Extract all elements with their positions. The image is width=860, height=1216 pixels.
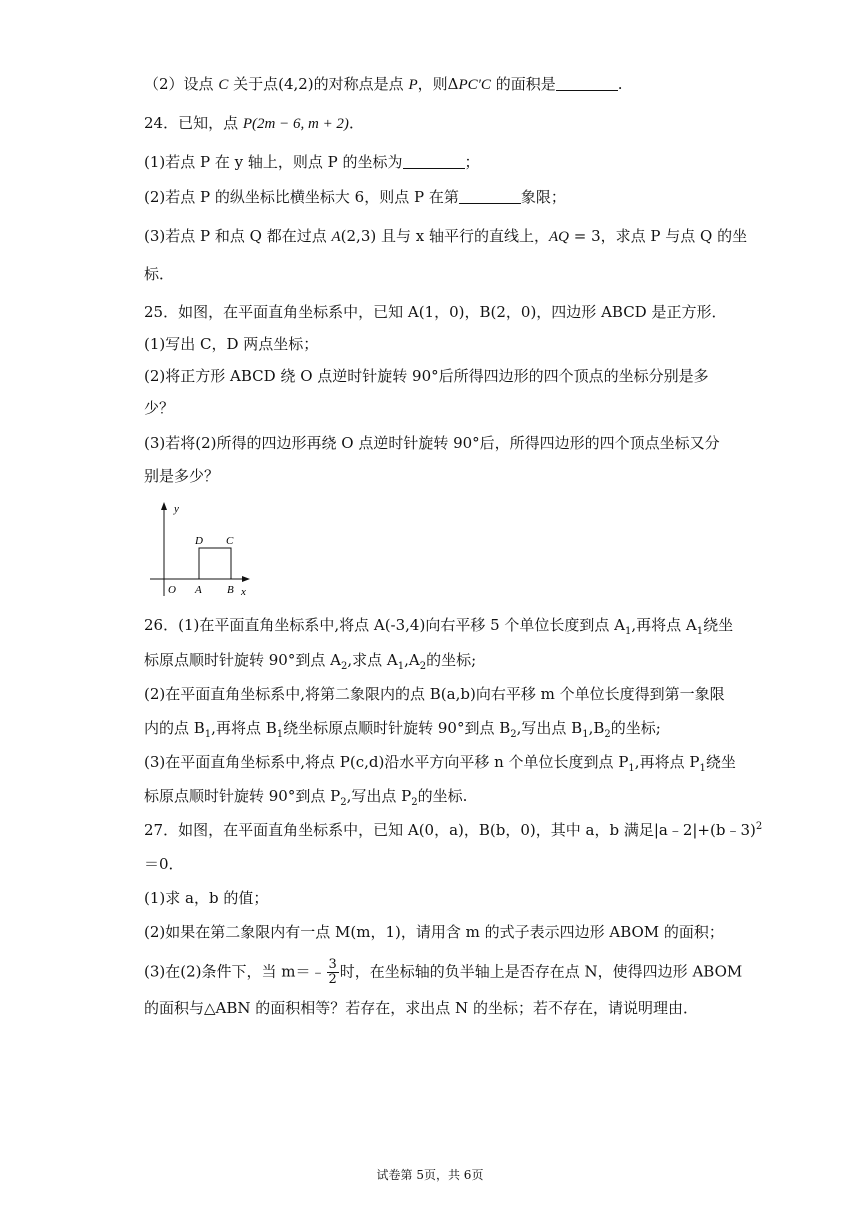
- q25-stem: 25．如图，在平面直角坐标系中，已知 A(1，0)，B(2，0)，四边形 ABCD 是正方形．: [144, 303, 727, 321]
- text: 的坐标;: [426, 651, 477, 669]
- q24-part3: [144, 226, 747, 247]
- subscript: 2: [419, 661, 427, 672]
- q25-coordinate-figure: [146, 500, 258, 600]
- text: 标原点顺时针旋转 90°到点 P: [144, 787, 341, 805]
- text: ，求点 P 与点 Q 的坐: [600, 227, 748, 245]
- superscript: 2: [755, 821, 763, 832]
- answer-blank: [459, 188, 521, 204]
- origin-label: O: [168, 584, 176, 596]
- text: (2,3): [340, 227, 377, 245]
- point-c-label: C: [226, 535, 234, 547]
- q25-part2: (2)将正方形 ABCD 绕 O 点逆时针旋转 90°后所得四边形的四个顶点的坐标分别是多: [144, 367, 709, 385]
- text: ,A: [404, 651, 420, 669]
- subscript: 2: [340, 661, 348, 672]
- text: ,再将点 P: [634, 753, 700, 771]
- subscript: 2: [411, 797, 418, 808]
- subscript: 1: [696, 626, 704, 637]
- q27-stem: [144, 820, 762, 840]
- page-footer: 试卷第 5页，共 6页: [376, 1168, 484, 1182]
- text: ,写出点 P: [346, 787, 412, 805]
- text: ,写出点 B: [516, 719, 583, 737]
- q26-part3-cont: [144, 786, 467, 806]
- text: ，则Δ: [417, 75, 459, 93]
- square-abcd: [199, 548, 231, 579]
- q27-part2: (2)如果在第二象限内有一点 M(m，1)，请用含 m 的式子表示四边形 ABOM 的面积；: [144, 923, 724, 941]
- text: 27．如图，在平面直角坐标系中，已知 A(0，a)，B(b，0)，其中 a，b 满足|a﹣2|+(b﹣3): [144, 821, 756, 839]
- text: (3)在平面直角坐标系中,将点 P(c,d)沿水平方向平移 n 个单位长度到点 P: [144, 753, 629, 771]
- text: 26．(1)在平面直角坐标系中,将点 A(-3,4)向右平移 5 个单位长度到点 A: [144, 616, 626, 634]
- text: P: [242, 116, 253, 132]
- text: 内的点 B: [144, 719, 205, 737]
- q24-part2: [144, 187, 566, 207]
- subscript: 1: [628, 763, 635, 774]
- text: PC′C: [458, 77, 491, 93]
- text: 绕坐标原点顺时针旋转 90°到点 B: [283, 719, 511, 737]
- q27-stem-cont: ＝0．: [144, 855, 184, 873]
- q26-part2-cont: [144, 718, 661, 738]
- q27-part3-cont: 的面积与△ABN 的面积相等？若存在，求出点 N 的坐标；若不存在，请说明理由．: [144, 999, 698, 1017]
- q23-part2: [144, 74, 622, 95]
- q26-part1-cont: [144, 650, 476, 670]
- subscript: 1: [582, 729, 589, 740]
- q26-part3: [144, 752, 736, 772]
- q26-part2: (2)在平面直角坐标系中,将第二象限内的点 B(a,b)向右平移 m 个单位长度得到第一象限: [144, 685, 725, 703]
- x-axis-label: x: [241, 586, 246, 598]
- subscript: 1: [397, 661, 405, 672]
- text: ,B: [588, 719, 605, 737]
- subscript: 2: [340, 797, 347, 808]
- subscript: 1: [276, 729, 284, 740]
- q25-part2-cont: 少？: [144, 399, 175, 417]
- text: (2m − 6, m + 2): [252, 116, 349, 132]
- fraction: [327, 958, 339, 987]
- text: (3)若点 P 和点 Q 都在过点: [144, 227, 332, 245]
- x-axis-arrow: [242, 576, 250, 582]
- text: 绕坐: [703, 616, 734, 634]
- text: 且与 x 轴平行的直线上，: [376, 227, 549, 245]
- fraction-denominator: 2: [328, 972, 337, 987]
- text: ,再将点 B: [211, 719, 277, 737]
- point-a-label: A: [195, 584, 202, 596]
- text: = 3: [568, 227, 601, 245]
- text: (1)若点 P 在 y 轴上，则点 P 的坐标为: [144, 153, 403, 171]
- answer-blank: [556, 75, 618, 91]
- q24-part1: [144, 152, 480, 172]
- text: P: [408, 77, 418, 93]
- q24-stem: [144, 113, 364, 134]
- text: .: [617, 75, 623, 93]
- q25-part3: (3)若将(2)所得的四边形再绕 O 点逆时针旋转 90°后，所得四边形的四个顶点坐标又分: [144, 434, 720, 452]
- subscript: 2: [604, 729, 611, 740]
- text: 24．已知，点: [144, 114, 243, 132]
- answer-blank: [403, 153, 465, 169]
- q26-part1: [144, 615, 733, 635]
- point-d-label: D: [195, 535, 203, 547]
- text: C: [218, 77, 229, 93]
- text: 绕坐: [705, 753, 736, 771]
- text: 的坐标;: [610, 719, 661, 737]
- subscript: 1: [699, 763, 706, 774]
- text: ,求点 A: [347, 651, 398, 669]
- text: 象限；: [520, 188, 566, 206]
- text: ．: [348, 114, 364, 132]
- text: (2)若点 P 的纵坐标比横坐标大 6，则点 P 在第: [144, 188, 459, 206]
- text: 标．: [144, 265, 175, 283]
- q25-part3-cont: 别是多少？: [144, 467, 220, 485]
- text: 关于点(4,2)的对称点是点: [228, 75, 409, 93]
- fraction-numerator: 3: [328, 957, 337, 972]
- y-axis-label: y: [174, 503, 179, 515]
- q25-part1: (1)写出 C，D 两点坐标；: [144, 335, 319, 353]
- q27-part3: [144, 958, 742, 987]
- text: A: [331, 229, 341, 245]
- text: AQ: [548, 229, 569, 245]
- subscript: 2: [510, 729, 517, 740]
- point-b-label: B: [227, 584, 234, 596]
- subscript: 1: [204, 729, 212, 740]
- q24-part3-cont: [144, 264, 174, 284]
- text: ；: [464, 153, 480, 171]
- text: 标原点顺时针旋转 90°到点 A: [144, 651, 341, 669]
- subscript: 1: [625, 626, 632, 637]
- text: ,再将点 A: [631, 616, 697, 634]
- text: 的坐标.: [417, 787, 468, 805]
- text: （2）设点: [144, 75, 219, 93]
- q27-part1: (1)求 a，b 的值；: [144, 889, 269, 907]
- text: 时，在坐标轴的负半轴上是否存在点 N，使得四边形 ABOM: [339, 962, 743, 981]
- text: 的面积是: [490, 75, 556, 93]
- text: (3)在(2)条件下，当 m＝﹣: [144, 962, 326, 981]
- y-axis-arrow: [161, 502, 167, 510]
